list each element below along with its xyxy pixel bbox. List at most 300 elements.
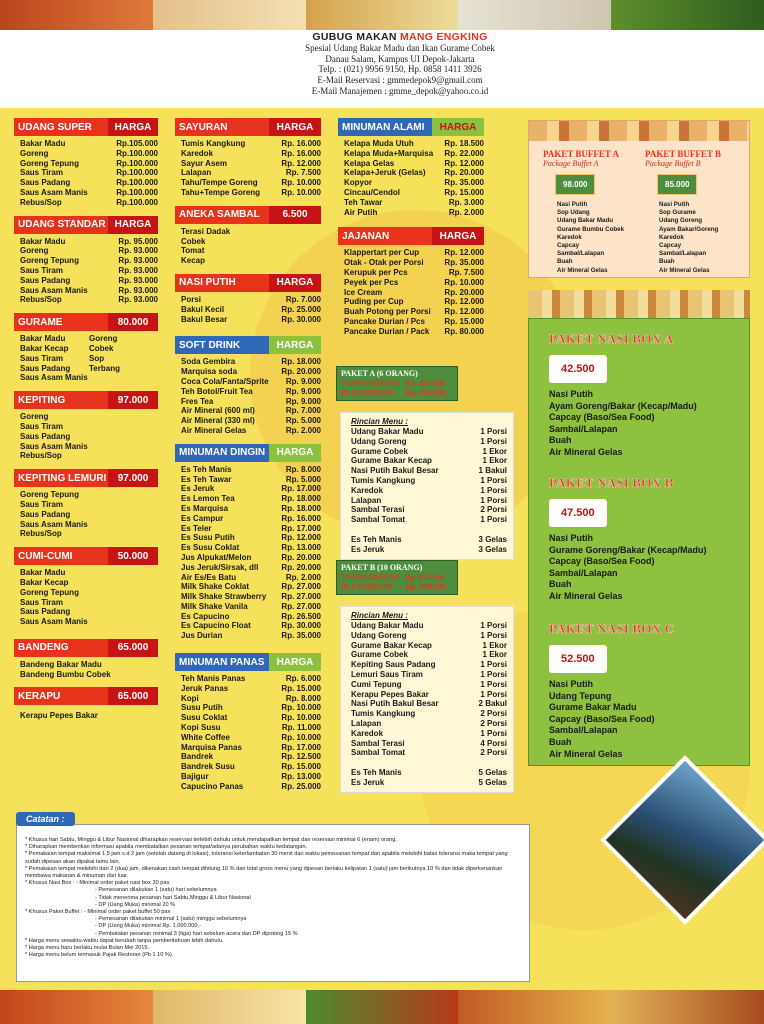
paket-a-items	[351, 427, 507, 525]
menu-item-name: Saus Padang	[20, 275, 71, 285]
menu-item-name: Jus Durian	[181, 631, 223, 641]
menu-item	[181, 612, 321, 622]
menu-column-seafood	[14, 118, 158, 729]
menu-item-name: Puding per Cup	[344, 297, 404, 307]
menu-item	[344, 278, 484, 288]
list-item: Buah	[557, 258, 573, 266]
phone: Telp. : (021) 9956 9150, Hp. 0858 1411 3926	[318, 64, 482, 75]
menu-item	[351, 660, 507, 670]
sambal-list	[181, 227, 321, 266]
menu-item-name: Lalapan	[351, 495, 382, 505]
menu-item	[351, 709, 507, 719]
menu-item-price: Rp. 3.000	[448, 197, 484, 207]
menu-item	[20, 256, 158, 266]
nasi-box-a-price: 42.500	[549, 355, 607, 383]
buffet-a-name: PAKET BUFFET A	[543, 149, 620, 159]
paket-a-box	[340, 412, 514, 560]
list-item: Sambal/Lalapan	[549, 423, 618, 434]
menu-item-name: Sambal Terasi	[351, 505, 405, 515]
menu-item-price: Rp. 15.000	[444, 187, 484, 197]
menu-item	[181, 674, 321, 684]
menu-item	[181, 573, 321, 583]
note-line: - DP (Uang Muka) minimal Rp. 1.000.000,-	[95, 923, 201, 930]
note-line: * Harga menu baru berlaku mulai Bulan Mei 2015.	[25, 945, 150, 952]
menu-item-name: Rebus/Sop	[20, 295, 62, 305]
menu-item-price: Rp. 93.000	[118, 256, 158, 266]
list-item: Sop	[89, 353, 105, 363]
menu-item-name: Otak - Otak per Porsi	[344, 258, 424, 268]
menu-item-price: Rp. 16.000	[281, 148, 321, 158]
note-line: - DP (Uang Muka) minimal 20 %	[95, 901, 176, 908]
menu-item-name: Coca Cola/Fanta/Sprite	[181, 376, 269, 386]
list-item: Ayam Bakar/Goreng	[659, 225, 719, 233]
menu-item	[181, 406, 321, 416]
menu-item	[181, 621, 321, 631]
list-item: Udang Goreng	[659, 217, 702, 225]
menu-item-name: Tumis Kangkung	[181, 139, 246, 148]
menu-item-name: Kopi Susu	[181, 723, 221, 733]
section-header-cumi: CUMI-CUMI 50.000	[14, 547, 158, 565]
menu-item-price: Rp. 17.000	[281, 742, 321, 752]
list-item: Udang Bakar Madu	[557, 217, 614, 225]
list-item: Air Mineral Gelas	[557, 266, 608, 274]
paket-b-plus-price: Rp. 940.000	[405, 582, 446, 591]
menu-item-price: 1 Porsi	[480, 436, 507, 446]
menu-item	[20, 159, 158, 169]
minuman-alami-list	[344, 139, 484, 217]
menu-item	[20, 266, 158, 276]
section-header-minuman-panas: MINUMAN PANAS HARGA	[175, 653, 321, 671]
section-header-nasi-putih: NASI PUTIH HARGA	[175, 274, 321, 292]
menu-item-price: Rp. 20.000	[444, 287, 484, 297]
section-header-soft-drink: SOFT DRINK HARGA	[175, 336, 321, 354]
menu-item-price: Rp. 9.000	[285, 376, 321, 386]
menu-item-name: Es Jeruk	[351, 544, 385, 554]
menu-item-name: Nasi Putih Bakul Besar	[351, 699, 439, 709]
section-header-minuman-alami: MINUMAN ALAMI HARGA	[338, 118, 484, 136]
nasi-box-a-items	[549, 389, 697, 459]
menu-item-name: Es Teh Tawar	[181, 474, 232, 484]
buffet-b-name: PAKET BUFFET B	[645, 149, 722, 159]
section-header-aneka-sambal: ANEKA SAMBAL 6.500	[175, 206, 321, 224]
menu-item-price: 3 Gelas	[478, 534, 507, 544]
menu-item-name: Marquisa Panas	[181, 742, 242, 752]
list-item: Buah	[549, 736, 572, 747]
menu-item-price: Rp. 30.000	[281, 314, 321, 324]
menu-item-name: Bakar Madu	[20, 139, 66, 148]
menu-item-price: Rp. 11.000	[281, 723, 321, 733]
section-header-kepiting: KEPITING 97.000	[14, 391, 158, 409]
menu-item	[181, 553, 321, 563]
menu-item-name: Kepiting Saus Padang	[351, 660, 436, 670]
menu-item-name: Air Mineral (600 ml)	[181, 406, 255, 416]
section-header-udang-super: UDANG SUPER HARGA	[14, 118, 158, 136]
menu-item	[344, 149, 484, 159]
menu-item-name: Pancake Durian / Pack	[344, 326, 430, 336]
buffet-b-items	[645, 201, 747, 275]
menu-item-price: 2 Porsi	[480, 709, 507, 719]
note-line: - Pemesanan dilakukan minimal 1 (satu) minggu sebelumnya	[95, 916, 247, 923]
nasi-box-panel	[528, 318, 750, 766]
menu-item-name: Tumis Kangkung	[351, 475, 416, 485]
list-item: Nasi Putih	[659, 201, 690, 208]
menu-item-name: Air Mineral Gelas	[181, 425, 247, 435]
menu-item-name: Lalapan	[181, 168, 212, 178]
menu-item-name: Es Campur	[181, 513, 224, 523]
menu-item-price: Rp. 18.000	[281, 357, 321, 367]
menu-item	[344, 198, 484, 208]
menu-item-name: White Coffee	[181, 732, 230, 742]
nasi-box-c	[549, 621, 674, 760]
menu-item-price: Rp. 93.000	[118, 246, 158, 256]
menu-item-name: Lemuri Saus Tiram	[351, 669, 423, 679]
note-line: * Khusus Nasi Box : - Minimal order paket nasi box 30 pax	[25, 880, 170, 887]
menu-item-price: Rp. 17.000	[281, 484, 321, 494]
menu-item-name: Es Susu Putih	[181, 533, 235, 543]
list-item: Tomat	[181, 246, 205, 256]
restaurant-name: GUBUG MAKAN MANG ENGKING	[312, 31, 488, 43]
menu-item-price: Rp. 7.000	[285, 294, 321, 304]
menu-item	[351, 447, 507, 457]
menu-item-price: Rp. 27.000	[281, 601, 321, 611]
menu-item-price: Rp. 2.000	[285, 425, 321, 435]
menu-item-name: Es Jeruk	[181, 484, 215, 494]
nasi-list	[181, 295, 321, 324]
list-item: Buah	[659, 258, 675, 266]
menu-item-price: 1 Porsi	[480, 728, 507, 738]
menu-item-name: Bandrek Susu	[181, 762, 235, 772]
menu-item-price: Rp. 5.000	[285, 416, 321, 426]
sayuran-list	[181, 139, 321, 198]
menu-item-name: Air Es/Es Batu	[181, 572, 237, 582]
list-item: Saus Asam Manis	[20, 441, 88, 451]
menu-item-price: Rp. 27.000	[281, 592, 321, 602]
menu-item-name: Gurame Cobek	[351, 650, 408, 660]
note-line: membawa makanan & minuman dari luar.	[25, 873, 129, 880]
menu-item-name: Nasi Putih Bakul Besar	[351, 466, 439, 476]
menu-item	[181, 703, 321, 713]
nasi-box-a-name: PAKET NASI BOX A	[549, 331, 674, 346]
paket-b-tanpa-minum: TANPA MINUM	[341, 572, 399, 582]
menu-item-price: Rp.105.000	[116, 139, 158, 148]
soft-drink-list	[181, 357, 321, 435]
paket-b-header	[336, 560, 458, 595]
menu-item-name: Tahu/Tempe Goreng	[181, 178, 258, 188]
nasi-box-c-items	[549, 679, 674, 760]
menu-item	[181, 484, 321, 494]
list-item: Capcay (Baso/Sea Food)	[549, 556, 655, 567]
list-item: Capcay	[557, 242, 580, 250]
menu-item-name: Bakul Kecil	[181, 304, 225, 314]
menu-item	[20, 295, 158, 305]
menu-item-price: Rp.100.000	[116, 148, 158, 158]
menu-item-name: Es Teh Manis	[351, 534, 402, 544]
nasi-box-b-price: 47.500	[549, 499, 607, 527]
menu-item	[181, 367, 321, 377]
menu-item-name: Gurame Cobek	[351, 446, 408, 456]
menu-item-name: Jus Jeruk/Sirsak, dll	[181, 562, 259, 572]
menu-item	[181, 188, 321, 198]
menu-item	[181, 159, 321, 169]
menu-item-price: 4 Porsi	[480, 738, 507, 748]
menu-item-name: Ice Cream	[344, 287, 383, 297]
list-item: Saus Padang	[20, 509, 71, 519]
menu-item-price: 1 Porsi	[480, 621, 507, 630]
list-item: Bakar Madu	[20, 568, 66, 578]
menu-item-price: Rp. 18.500	[444, 139, 484, 148]
menu-item	[181, 494, 321, 504]
menu-item	[181, 684, 321, 694]
menu-item	[351, 690, 507, 700]
menu-item-name: Cumi Tepung	[351, 679, 402, 689]
menu-item	[344, 188, 484, 198]
buffet-a	[543, 149, 645, 275]
buffet-a-subtitle: Package Buffet A	[543, 159, 599, 168]
menu-item	[181, 426, 321, 436]
menu-item-price: 2 Porsi	[480, 748, 507, 758]
list-item: Capcay	[659, 242, 682, 250]
menu-item-price: Rp. 13.000	[281, 543, 321, 553]
menu-item-price: Rp. 12.000	[444, 158, 484, 168]
menu-item-name: Sayur Asem	[181, 158, 227, 168]
kerapu-list	[20, 711, 158, 721]
menu-item-price: Rp. 5.000	[285, 474, 321, 484]
menu-item	[20, 198, 158, 208]
menu-item-name: Es Capucino Float	[181, 621, 251, 631]
menu-item-name: Klappertart per Cup	[344, 248, 420, 258]
list-item: Cobek	[181, 236, 206, 246]
menu-item	[351, 631, 507, 641]
menu-item	[181, 743, 321, 753]
menu-item	[20, 188, 158, 198]
menu-item-name: Jus Alpukat/Melon	[181, 552, 252, 562]
menu-item	[344, 327, 484, 337]
menu-item-name: Kelapa Muda+Marquisa	[344, 148, 434, 158]
list-item: Bandeng Bakar Madu	[20, 659, 102, 669]
menu-item	[181, 168, 321, 178]
list-item: Capcay (Baso/Sea Food)	[549, 412, 655, 423]
menu-item-price: Rp. 20.000	[281, 552, 321, 562]
menu-item-name: Lalapan	[351, 718, 382, 728]
menu-item-name: Karedok	[351, 485, 384, 495]
list-item: Cobek	[89, 343, 114, 353]
menu-item	[351, 748, 507, 758]
note-line: * Diharapkan memberikan informasi apabila membatalkan pesanan tempat/adanya perubahan waktu kedatangan.	[25, 844, 308, 851]
email-reservasi: E-Mail Reservasi : gmmedepok9@gmail.com	[317, 75, 483, 86]
menu-item	[351, 621, 507, 631]
menu-item-price: 1 Porsi	[480, 660, 507, 670]
menu-item	[351, 496, 507, 506]
menu-item-price: Rp. 7.500	[448, 267, 484, 277]
menu-item	[181, 582, 321, 592]
list-item: Kecap	[181, 256, 206, 266]
section-header-gurame: GURAME 80.000	[14, 313, 158, 331]
menu-item-name: Sambal Terasi	[351, 738, 405, 748]
paket-b-drinks	[351, 768, 507, 788]
menu-item-price: Rp. 10.000	[281, 713, 321, 723]
note-line: * Khusus hari Sabtu, Minggu & Libur Nasional diharapkan reservasi terlebih dahulu untuk mendapatkan tempat dan reservasi minimal 6 (enam) orang.	[25, 837, 397, 843]
section-header-sayuran: SAYURAN HARGA	[175, 118, 321, 136]
paket-a-plus-minum: PLUS MINUM	[341, 388, 394, 397]
menu-item	[20, 246, 158, 256]
menu-item-name: Marquisa soda	[181, 367, 238, 377]
list-item: Saus Tiram	[20, 597, 63, 607]
note-line: * Pemakaian tempat maksimal 1,5 jam s.d 2 jam (setelah datang di lokasi), toleransi keterlambatan 30 menit dari waktu pemesanan tempat dan apabila melebihi batas toleransi maka tempat yang	[25, 851, 508, 858]
menu-item-price: 1 Ekor	[482, 640, 507, 650]
list-item: Air Mineral Gelas	[549, 590, 623, 601]
menu-item-price: Rp. 93.000	[118, 265, 158, 275]
menu-item	[344, 307, 484, 317]
menu-item	[181, 762, 321, 772]
menu-item	[20, 149, 158, 159]
menu-item	[351, 768, 507, 778]
menu-item-price: 5 Gelas	[478, 768, 507, 778]
menu-item-price: 2 Bakul	[478, 699, 507, 709]
nasi-box-b	[549, 475, 707, 603]
paket-b-items	[351, 621, 507, 758]
menu-item	[181, 752, 321, 762]
menu-item-price: Rp. 15.000	[281, 683, 321, 693]
menu-item-name: Gurame Bakar Kecap	[351, 456, 432, 466]
menu-item-name: Tumis Kangkung	[351, 709, 416, 719]
list-item: Sambal/Lalapan	[659, 250, 707, 258]
list-item: Capcay (Baso/Sea Food)	[549, 713, 655, 724]
menu-item-price: Rp. 35.000	[281, 631, 321, 641]
list-item: Nasi Putih	[557, 201, 588, 208]
menu-item	[351, 535, 507, 545]
menu-item-name: Buah Potong per Porsi	[344, 307, 431, 317]
menu-item-name: Saus Tiram	[20, 168, 63, 178]
list-item: Bakar Madu	[20, 334, 66, 344]
nasi-box-c-name: PAKET NASI BOX C	[549, 621, 675, 636]
menu-item-price: Rp. 25.000	[281, 781, 321, 791]
menu-item-price: Rp.100.000	[116, 197, 158, 207]
menu-item	[344, 317, 484, 327]
menu-item-name: Kelapa+Jeruk (Gelas)	[344, 168, 426, 178]
note-line: * Harga menu belum termasuk Pajak Restoran (Pb 1 10 %).	[25, 952, 174, 959]
menu-item	[181, 694, 321, 704]
bandeng-list	[20, 660, 158, 680]
menu-item	[181, 782, 321, 792]
list-item: Buah	[549, 579, 572, 590]
menu-item	[20, 168, 158, 178]
note-line: - Pemesanan dilakukan 1 (satu) hari sebelumnya	[95, 887, 217, 894]
menu-item	[181, 524, 321, 534]
menu-item-name: Karedok	[181, 148, 214, 158]
menu-item-name: Milk Shake Strawberry	[181, 592, 267, 602]
menu-item-price: 1 Porsi	[480, 485, 507, 495]
menu-item-name: Udang Bakar Madu	[351, 427, 424, 436]
jajanan-list	[344, 248, 484, 336]
menu-item-name: Cincau/Cendol	[344, 187, 401, 197]
menu-item	[181, 149, 321, 159]
list-item: Nasi Putih	[549, 389, 594, 399]
menu-item-price: Rp. 10.000	[281, 732, 321, 742]
menu-item-price: 1 Porsi	[480, 630, 507, 640]
list-item: Sambal/Lalapan	[549, 725, 618, 736]
list-item: Sambal/Lalapan	[549, 567, 618, 578]
menu-item-price: 1 Ekor	[482, 446, 507, 456]
menu-item-name: Capucino Panas	[181, 781, 244, 791]
menu-item-name: Kerapu Pepes Bakar	[351, 689, 429, 699]
menu-item-name: Teh Tawar	[344, 197, 383, 207]
menu-item-price: Rp. 12.000	[281, 158, 321, 168]
section-header-jajanan: JAJANAN HARGA	[338, 227, 484, 245]
menu-item-name: Air Mineral (330 ml)	[181, 416, 255, 426]
buffet-a-items	[543, 201, 645, 275]
buffet-b-subtitle: Package Buffet B	[645, 159, 701, 168]
kepiting-list	[20, 412, 158, 461]
bottom-food-photo-strip	[0, 990, 764, 1024]
menu-item-name: Milk Shake Vanila	[181, 601, 248, 611]
menu-item-price: 1 Porsi	[480, 515, 507, 525]
section-header-minuman-dingin: MINUMAN DINGIN HARGA	[175, 444, 321, 462]
menu-item-price: Rp. 7.000	[285, 406, 321, 416]
list-item: Karedok	[557, 233, 582, 241]
menu-item-name: Tahu+Tempe Goreng	[181, 187, 261, 197]
section-header-kepiting-lemuri: KEPITING LEMURI 97.000	[14, 469, 158, 487]
menu-item-price: Rp. 10.000	[444, 277, 484, 287]
buffet-a-price: 98.000	[555, 174, 595, 195]
menu-item	[181, 475, 321, 485]
menu-item-price: Rp. 20.000	[281, 562, 321, 572]
list-item: Bandeng Bumbu Cobek	[20, 669, 111, 679]
menu-item-name: Es Susu Coklat	[181, 543, 240, 553]
menu-item-price: Rp. 7.500	[285, 168, 321, 178]
menu-column-sides-drinks	[175, 118, 321, 800]
menu-item-name: Es Marquisa	[181, 503, 229, 513]
menu-item-price: Rp. 18.000	[281, 494, 321, 504]
menu-item-name: Teh Botol/Fruit Tea	[181, 386, 253, 396]
menu-item-price: Rp. 80.000	[444, 326, 484, 336]
kepiting-lemuri-list	[20, 490, 158, 539]
paket-a-tanpa-price: Rp. 435.000	[404, 378, 445, 388]
list-item: Air Mineral Gelas	[549, 748, 623, 759]
menu-item-name: Goreng Tepung	[20, 256, 79, 266]
menu-item-price: Rp. 25.000	[281, 304, 321, 314]
menu-item-price: Rp. 8.000	[285, 464, 321, 474]
menu-item-name: Kopi	[181, 693, 199, 703]
menu-item-price: Rp. 20.000	[444, 168, 484, 178]
menu-item	[351, 437, 507, 447]
list-item: Saus Tiram	[20, 353, 63, 363]
section-header-bandeng: BANDENG 65.000	[14, 639, 158, 657]
menu-item-name: Es Teh Manis	[351, 768, 402, 778]
section-header-kerapu: KERAPU 65.000	[14, 687, 158, 705]
list-item: Goreng Tepung	[20, 587, 79, 597]
menu-item-price: Rp. 9.000	[285, 396, 321, 406]
menu-item-price: Rp. 6.000	[285, 674, 321, 684]
menu-item-name: Kelapa Muda Utuh	[344, 139, 414, 148]
menu-item	[181, 305, 321, 315]
list-item: Goreng Tepung	[20, 490, 79, 500]
menu-item	[351, 505, 507, 515]
minuman-panas-list	[181, 674, 321, 792]
menu-item	[344, 208, 484, 218]
menu-item	[351, 641, 507, 651]
menu-item-price: Rp. 20.000	[281, 367, 321, 377]
menu-item	[344, 258, 484, 268]
menu-item-price: 1 Porsi	[480, 689, 507, 699]
list-item: Ayam Goreng/Bakar (Kecap/Madu)	[549, 400, 697, 411]
tagline: Spesial Udang Bakar Madu dan Ikan Gurame Cobek	[305, 42, 495, 53]
minuman-dingin-list	[181, 465, 321, 641]
paket-b-title: PAKET B (10 ORANG)	[341, 563, 423, 572]
notes-title: Catatan :	[16, 812, 75, 826]
menu-item-price: Rp. 13.000	[281, 772, 321, 782]
note-line: * Pemakaian tempat melebihi dari 2 (dua) jam, dikenakan cash tempat dihitung 10 % dari total gross menu yang dipesan berlaku kelipatan 1 (satu) jam berikutnya 10 % dan tidak diperkenankan	[25, 865, 503, 872]
buffet-food-photo	[529, 121, 749, 141]
